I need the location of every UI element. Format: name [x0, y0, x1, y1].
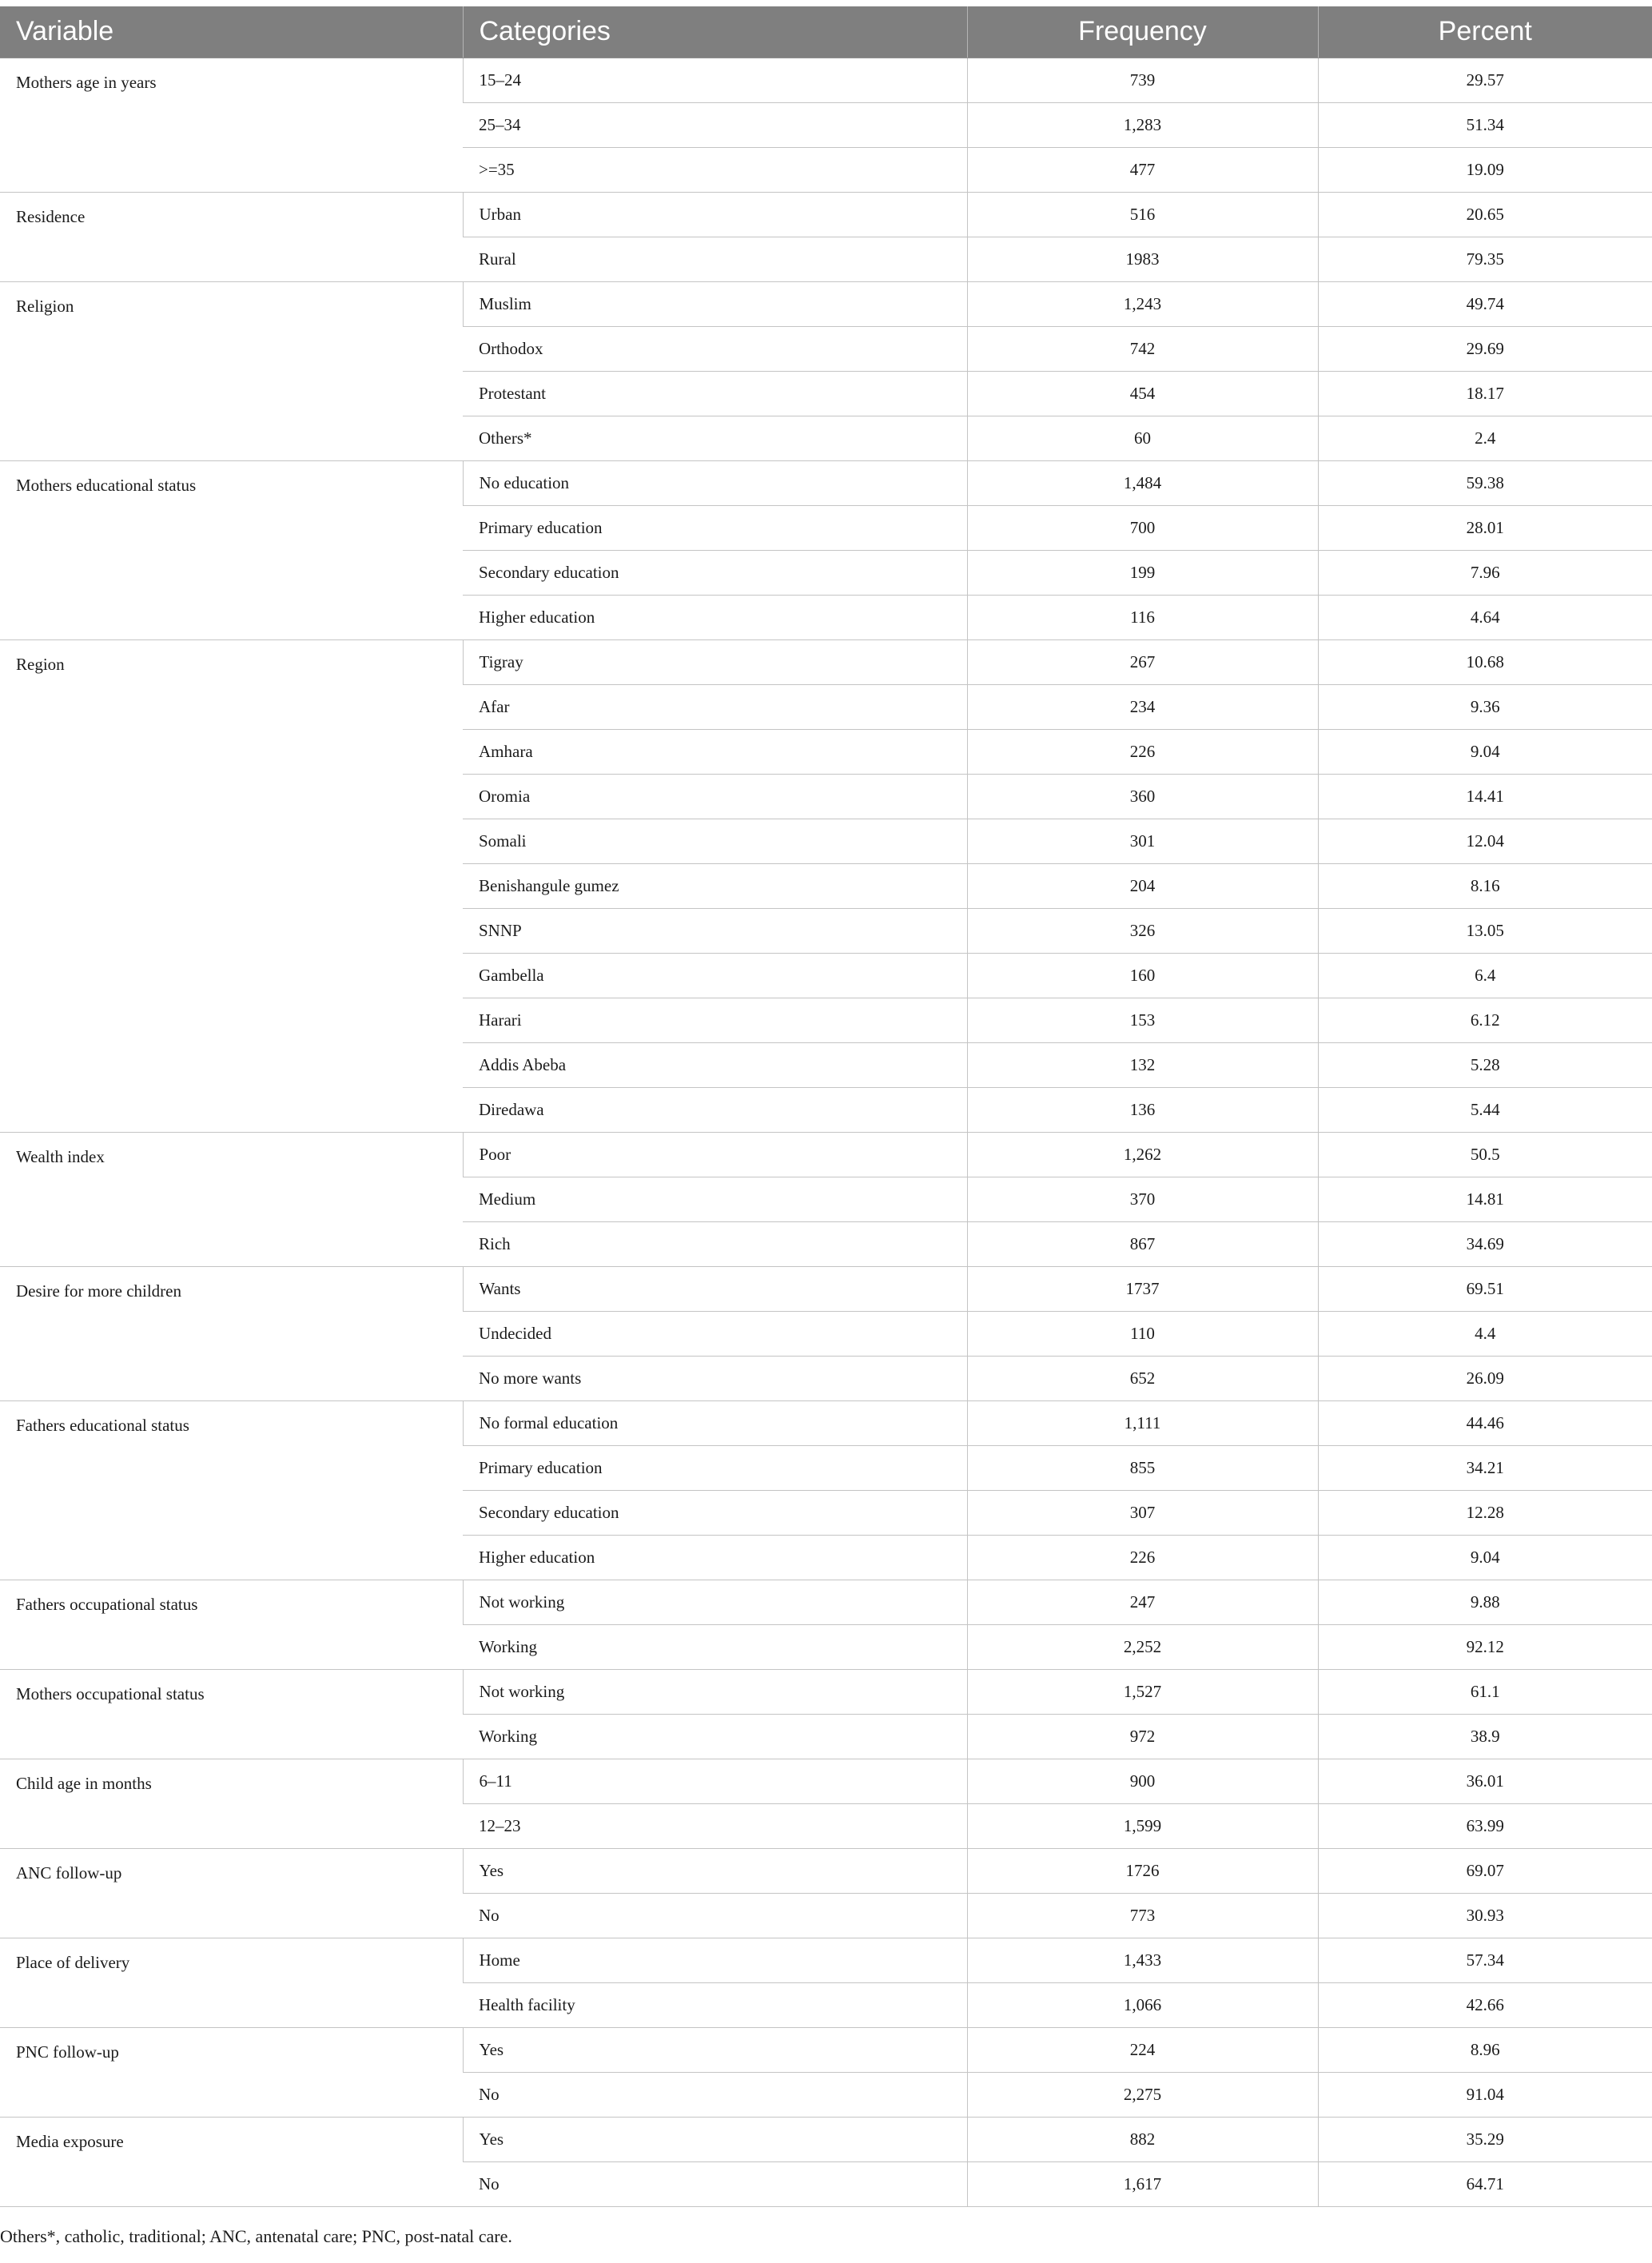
- percent-cell: 79.35: [1318, 237, 1652, 281]
- header-variable: Variable: [0, 6, 463, 58]
- variable-cell: Mothers educational status: [0, 460, 463, 639]
- percent-cell: 44.46: [1318, 1400, 1652, 1445]
- category-cell: Yes: [463, 2027, 967, 2072]
- table-row: [0, 2117, 1652, 2161]
- frequency-cell: 1,262: [967, 1132, 1318, 1177]
- frequency-cell: 136: [967, 1087, 1318, 1132]
- category-cell: Not working: [463, 1669, 967, 1714]
- frequency-cell: 2,275: [967, 2072, 1318, 2117]
- frequency-cell: 477: [967, 147, 1318, 192]
- percent-cell: 6.4: [1318, 953, 1652, 998]
- table-row: [0, 1938, 1652, 1982]
- frequency-cell: 160: [967, 953, 1318, 998]
- percent-cell: 69.51: [1318, 1266, 1652, 1311]
- category-cell: Addis Abeba: [463, 1042, 967, 1087]
- frequency-cell: 739: [967, 58, 1318, 102]
- frequency-cell: 1,111: [967, 1400, 1318, 1445]
- category-cell: Gambella: [463, 953, 967, 998]
- category-cell: Harari: [463, 998, 967, 1042]
- percent-cell: 12.28: [1318, 1490, 1652, 1535]
- frequency-cell: 110: [967, 1311, 1318, 1356]
- percent-cell: 7.96: [1318, 550, 1652, 595]
- frequency-cell: 247: [967, 1580, 1318, 1624]
- category-cell: 15–24: [463, 58, 967, 102]
- variable-cell: Mothers age in years: [0, 58, 463, 192]
- variable-cell: PNC follow-up: [0, 2027, 463, 2117]
- category-cell: Health facility: [463, 1982, 967, 2027]
- percent-cell: 8.16: [1318, 863, 1652, 908]
- category-cell: Urban: [463, 192, 967, 237]
- frequency-cell: 226: [967, 729, 1318, 774]
- category-cell: Rural: [463, 237, 967, 281]
- percent-cell: 29.57: [1318, 58, 1652, 102]
- percent-cell: 34.21: [1318, 1445, 1652, 1490]
- category-cell: Tigray: [463, 639, 967, 684]
- category-cell: No: [463, 1893, 967, 1938]
- frequency-cell: 226: [967, 1535, 1318, 1580]
- table-footnote: Others*, catholic, traditional; ANC, antenatal care; PNC, post-natal care.: [0, 2226, 512, 2246]
- frequency-cell: 516: [967, 192, 1318, 237]
- table-row: [0, 1132, 1652, 1177]
- frequency-cell: 234: [967, 684, 1318, 729]
- percent-cell: 10.68: [1318, 639, 1652, 684]
- category-cell: Primary education: [463, 505, 967, 550]
- percent-cell: 64.71: [1318, 2161, 1652, 2206]
- percent-cell: 49.74: [1318, 281, 1652, 326]
- category-cell: Not working: [463, 1580, 967, 1624]
- category-cell: Home: [463, 1938, 967, 1982]
- category-cell: Medium: [463, 1177, 967, 1221]
- variable-cell: Child age in months: [0, 1759, 463, 1848]
- category-cell: Secondary education: [463, 550, 967, 595]
- percent-cell: 2.4: [1318, 416, 1652, 460]
- category-cell: >=35: [463, 147, 967, 192]
- frequency-cell: 360: [967, 774, 1318, 819]
- variable-cell: Wealth index: [0, 1132, 463, 1266]
- percent-cell: 14.41: [1318, 774, 1652, 819]
- percent-cell: 4.64: [1318, 595, 1652, 639]
- percent-cell: 6.12: [1318, 998, 1652, 1042]
- category-cell: Wants: [463, 1266, 967, 1311]
- category-cell: Orthodox: [463, 326, 967, 371]
- category-cell: Oromia: [463, 774, 967, 819]
- category-cell: Benishangule gumez: [463, 863, 967, 908]
- frequency-cell: 773: [967, 1893, 1318, 1938]
- percent-cell: 9.36: [1318, 684, 1652, 729]
- percent-cell: 18.17: [1318, 371, 1652, 416]
- percent-cell: 8.96: [1318, 2027, 1652, 2072]
- header-categories: Categories: [463, 6, 967, 58]
- percent-cell: 12.04: [1318, 819, 1652, 863]
- category-cell: Yes: [463, 2117, 967, 2161]
- percent-cell: 38.9: [1318, 1714, 1652, 1759]
- percent-cell: 91.04: [1318, 2072, 1652, 2117]
- percent-cell: 9.88: [1318, 1580, 1652, 1624]
- frequency-cell: 267: [967, 639, 1318, 684]
- frequency-cell: 116: [967, 595, 1318, 639]
- variable-cell: Region: [0, 639, 463, 1132]
- variable-cell: Media exposure: [0, 2117, 463, 2206]
- category-cell: Muslim: [463, 281, 967, 326]
- percent-cell: 61.1: [1318, 1669, 1652, 1714]
- category-cell: Higher education: [463, 595, 967, 639]
- frequency-cell: 132: [967, 1042, 1318, 1087]
- frequency-cell: 700: [967, 505, 1318, 550]
- table-row: [0, 1580, 1652, 1624]
- category-cell: No education: [463, 460, 967, 505]
- frequency-cell: 60: [967, 416, 1318, 460]
- frequency-cell: 900: [967, 1759, 1318, 1803]
- frequency-cell: 204: [967, 863, 1318, 908]
- frequency-cell: 855: [967, 1445, 1318, 1490]
- data-table: [0, 6, 1652, 2207]
- frequency-cell: 882: [967, 2117, 1318, 2161]
- category-cell: Protestant: [463, 371, 967, 416]
- category-cell: Others*: [463, 416, 967, 460]
- category-cell: Rich: [463, 1221, 967, 1266]
- category-cell: Afar: [463, 684, 967, 729]
- table-row: [0, 1759, 1652, 1803]
- percent-cell: 36.01: [1318, 1759, 1652, 1803]
- category-cell: Higher education: [463, 1535, 967, 1580]
- percent-cell: 59.38: [1318, 460, 1652, 505]
- table-container: [0, 6, 1652, 2207]
- frequency-cell: 1,283: [967, 102, 1318, 147]
- frequency-cell: 1726: [967, 1848, 1318, 1893]
- category-cell: No formal education: [463, 1400, 967, 1445]
- percent-cell: 9.04: [1318, 1535, 1652, 1580]
- frequency-cell: 1,243: [967, 281, 1318, 326]
- frequency-cell: 199: [967, 550, 1318, 595]
- percent-cell: 35.29: [1318, 2117, 1652, 2161]
- frequency-cell: 370: [967, 1177, 1318, 1221]
- header-percent: Percent: [1318, 6, 1652, 58]
- table-row: [0, 639, 1652, 684]
- frequency-cell: 742: [967, 326, 1318, 371]
- variable-cell: Fathers occupational status: [0, 1580, 463, 1669]
- table-body: [0, 58, 1652, 2206]
- category-cell: 25–34: [463, 102, 967, 147]
- percent-cell: 5.44: [1318, 1087, 1652, 1132]
- percent-cell: 19.09: [1318, 147, 1652, 192]
- variable-cell: Desire for more children: [0, 1266, 463, 1400]
- percent-cell: 4.4: [1318, 1311, 1652, 1356]
- category-cell: Diredawa: [463, 1087, 967, 1132]
- category-cell: SNNP: [463, 908, 967, 953]
- percent-cell: 13.05: [1318, 908, 1652, 953]
- frequency-cell: 1983: [967, 237, 1318, 281]
- category-cell: Primary education: [463, 1445, 967, 1490]
- percent-cell: 51.34: [1318, 102, 1652, 147]
- variable-cell: Fathers educational status: [0, 1400, 463, 1580]
- percent-cell: 34.69: [1318, 1221, 1652, 1266]
- frequency-cell: 224: [967, 2027, 1318, 2072]
- percent-cell: 42.66: [1318, 1982, 1652, 2027]
- category-cell: 12–23: [463, 1803, 967, 1848]
- table-row: [0, 460, 1652, 505]
- percent-cell: 9.04: [1318, 729, 1652, 774]
- header-frequency: Frequency: [967, 6, 1318, 58]
- category-cell: No: [463, 2161, 967, 2206]
- table-row: [0, 1266, 1652, 1311]
- percent-cell: 26.09: [1318, 1356, 1652, 1400]
- percent-cell: 50.5: [1318, 1132, 1652, 1177]
- frequency-cell: 652: [967, 1356, 1318, 1400]
- frequency-cell: 153: [967, 998, 1318, 1042]
- table-row: [0, 1400, 1652, 1445]
- percent-cell: 29.69: [1318, 326, 1652, 371]
- percent-cell: 20.65: [1318, 192, 1652, 237]
- category-cell: Somali: [463, 819, 967, 863]
- frequency-cell: 1,527: [967, 1669, 1318, 1714]
- variable-cell: ANC follow-up: [0, 1848, 463, 1938]
- frequency-cell: 307: [967, 1490, 1318, 1535]
- variable-cell: Residence: [0, 192, 463, 281]
- category-cell: No: [463, 2072, 967, 2117]
- category-cell: Yes: [463, 1848, 967, 1893]
- frequency-cell: 1,484: [967, 460, 1318, 505]
- table-row: [0, 281, 1652, 326]
- percent-cell: 63.99: [1318, 1803, 1652, 1848]
- table-row: [0, 1848, 1652, 1893]
- category-cell: Amhara: [463, 729, 967, 774]
- frequency-cell: 2,252: [967, 1624, 1318, 1669]
- category-cell: Secondary education: [463, 1490, 967, 1535]
- percent-cell: 57.34: [1318, 1938, 1652, 1982]
- header-row: [0, 6, 1652, 58]
- frequency-cell: 1,617: [967, 2161, 1318, 2206]
- variable-cell: Place of delivery: [0, 1938, 463, 2027]
- category-cell: Working: [463, 1714, 967, 1759]
- table-row: [0, 2027, 1652, 2072]
- percent-cell: 30.93: [1318, 1893, 1652, 1938]
- percent-cell: 5.28: [1318, 1042, 1652, 1087]
- category-cell: No more wants: [463, 1356, 967, 1400]
- table-row: [0, 192, 1652, 237]
- category-cell: 6–11: [463, 1759, 967, 1803]
- table-row: [0, 1669, 1652, 1714]
- category-cell: Poor: [463, 1132, 967, 1177]
- percent-cell: 69.07: [1318, 1848, 1652, 1893]
- percent-cell: 14.81: [1318, 1177, 1652, 1221]
- frequency-cell: 867: [967, 1221, 1318, 1266]
- variable-cell: Mothers occupational status: [0, 1669, 463, 1759]
- frequency-cell: 972: [967, 1714, 1318, 1759]
- frequency-cell: 326: [967, 908, 1318, 953]
- variable-cell: Religion: [0, 281, 463, 460]
- table-row: [0, 58, 1652, 102]
- category-cell: Undecided: [463, 1311, 967, 1356]
- frequency-cell: 1737: [967, 1266, 1318, 1311]
- percent-cell: 28.01: [1318, 505, 1652, 550]
- frequency-cell: 301: [967, 819, 1318, 863]
- percent-cell: 92.12: [1318, 1624, 1652, 1669]
- frequency-cell: 1,599: [967, 1803, 1318, 1848]
- category-cell: Working: [463, 1624, 967, 1669]
- frequency-cell: 454: [967, 371, 1318, 416]
- frequency-cell: 1,066: [967, 1982, 1318, 2027]
- frequency-cell: 1,433: [967, 1938, 1318, 1982]
